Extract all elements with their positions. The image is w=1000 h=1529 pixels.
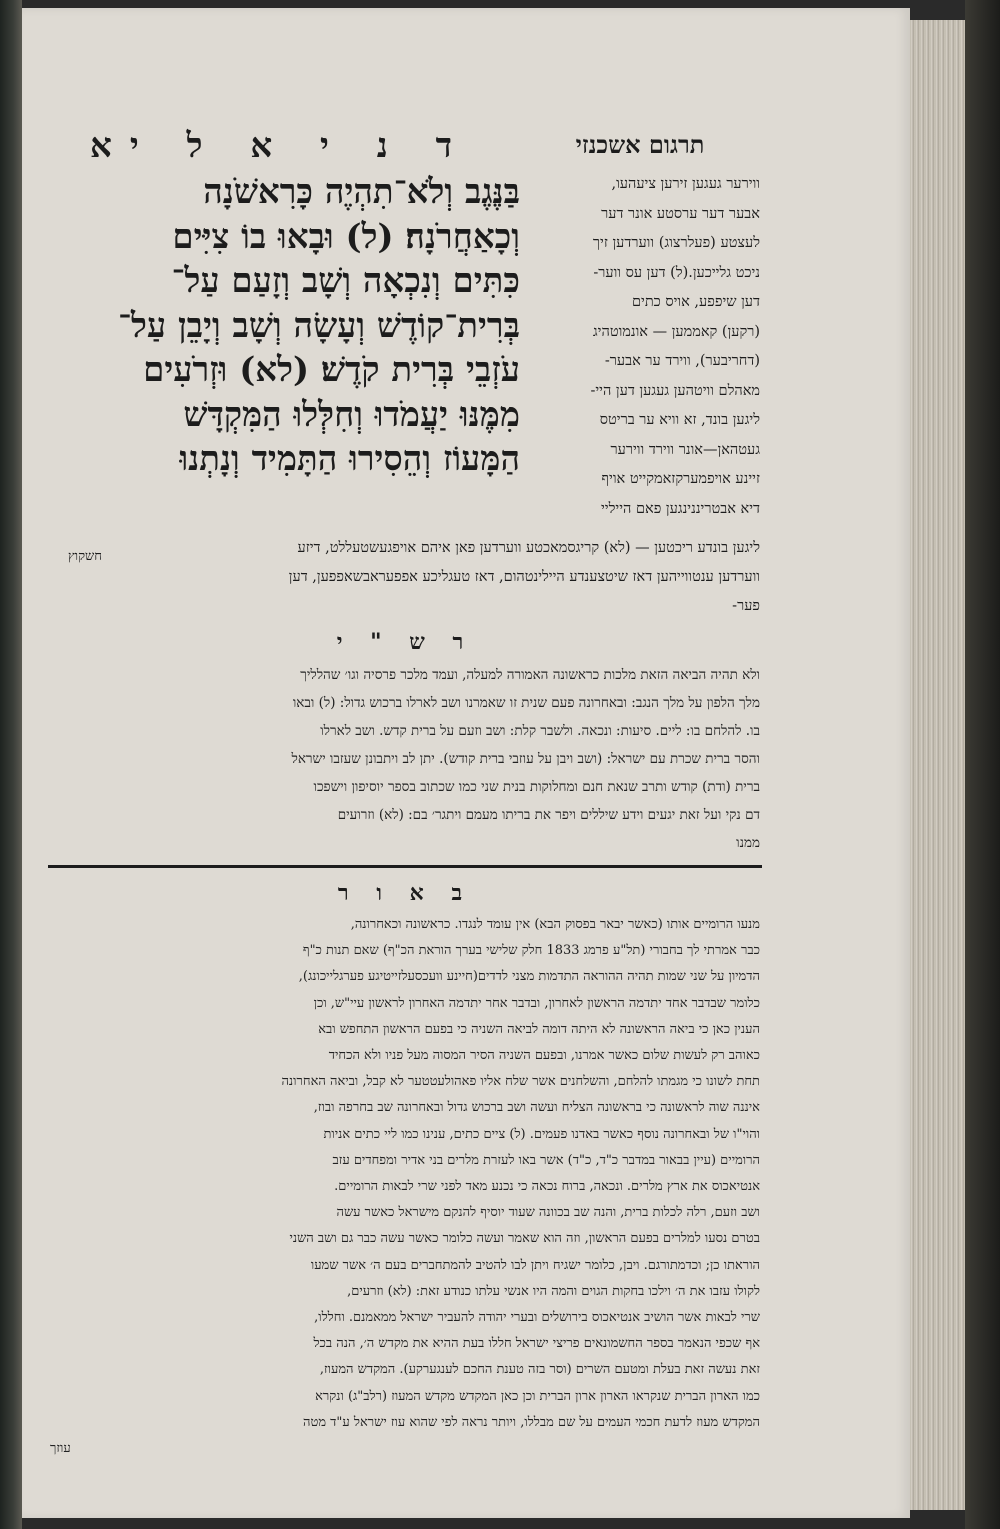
hebrew-verse-line: הַמָּעוֹז וְהֵסִירוּ הַתָּמִיד וְנָתְנוּ [179,439,520,479]
yiddish-line: ליגען בונד, זא וויא ער בריטס [599,412,760,428]
catchword-bottom: עוזך [50,1441,71,1457]
hebrew-scripture-column [50,170,520,482]
page-content [50,126,760,1462]
yiddish-line: מאהלם וויטהען געגען דען היי- [590,382,760,399]
header-book-chapter: ד נ י א ל יא [90,126,470,166]
yiddish-translation-column [520,170,760,524]
rashi-commentary [50,661,760,857]
biur-line: הרומיים (עיין בבאור במדבר כ"ד, כ"ד) אשר באו לעזרת מלרים בני אדיר ומפחדים עזב [332,1152,760,1168]
biur-title: ב א ו ר [337,880,473,906]
biur-line: הענין כאן כי ביאה הראשונה לא היתה דומה לביאה השניה כי בפעם הראשון התחפש ובא [318,1021,760,1037]
continuation-line: ווערדען ענטווייהען דאז שיטצענדע היילינטהום, דאז טעגליכע אפפעראבשאפפען, דען [288,569,760,585]
hebrew-verse-line: כִּתִּים וְנִכְאָה וְשָׁב וְזָעַם עַל־ [171,261,520,301]
yiddish-line: (רקען) קאממען — אונמוטהיג [592,323,760,340]
biur-line: איננה שוה לראשונה כי בראשונה הצליח ועשה ושב ברכוש גדול ובאחרונה שב בחרפה ובוז, [313,1100,760,1116]
book-cover-right [965,0,1000,1529]
biur-line: כאוהב רק לעשות שלום כאשר אמרנו, ובפעם השניה הסיר המסוה מעל פניו ולא הכחיד [328,1048,760,1064]
biur-line: והוי"ו של ובאחרונה נוסף כאשר באדנו פעמים. (ל) ציים כתים, ענינו כמו ליי כתים אניות [323,1126,760,1142]
continuation-line: פער- [732,598,760,614]
hebrew-verse-line: מִמֶּנּוּ יַעֲמֹדוּ וְחִלְּלוּ הַמִּקְדָּשׁ [183,394,520,435]
yiddish-continuation [50,534,760,621]
yiddish-line: (דחריבער), ווירד ער אבער- [604,353,760,369]
yiddish-line: אבער דער ערסטע אונר דער [601,205,760,222]
yiddish-line: דיא אבטריננינגען פאם הייליי [601,500,760,517]
rashi-line: והסר ברית שכרת עם ישראל: (ושב ויבן על עוזבי ברית קודש). יתן לב ויתבונן שעזבו ישראל [291,751,760,767]
page-stack-edge [910,20,965,1510]
book-binding-left [0,0,22,1529]
biur-line: שרי לבאות אשר הושיב אנטיאכוס בירושלים ובערי יהודה להעביר ישראל ממאמנם. וחללו, [314,1310,760,1326]
biur-line: זאת נעשה זאת בעלת ומטעם השרים (וסר בזה טענת החכם לענגערקע). המקדש המעוז, [319,1362,760,1378]
section-divider [48,865,762,868]
rashi-line: ממנו [736,835,760,851]
yiddish-line: לעצטע (פעלרצוג) ווערדען זיך [592,235,760,251]
biur-line: הדמיון על שני שמות תהיה ההוראה התדמות מצני לדדים(חיינע וועכסעלזייטיגע פערגלייכונג), [298,969,760,985]
hebrew-verse-line: וְכָאַחֲרֹנָה׃ (ל) וּבָאוּ בוֹ צִיִּים [172,216,520,257]
yiddish-line: דען שיפפע, אויס כתים [631,294,760,310]
biur-line: מנעו הרומיים אותו (כאשר יבאר בפסוק הבא) אין עומד לנגדו. כראשונה וכאחרונה, [350,917,760,932]
rashi-line: דם נקי ועל זאת יגעים וידע שיללים ויפר את בריתו מעמם ויתגר׳ בם: (לא) וזרועים [337,807,760,823]
rashi-title: ר ש " י [336,629,474,655]
rashi-line: ולא תהיה הביאה הזאת מלכות כראשונה האמורה למעלה, ועמד מלכר פרסיה וגו׳ שהלליך [300,667,760,683]
hebrew-verse-line: בַּנֶּגֶב וְלֹא־תִהְיֶה כָּרִאשֹׁנָה [203,172,520,212]
biur-line: אף שכפי הנאמר בספר החשמונאים פריצי ישראל חללו בעת ההיא את מקדש ה׳, הנה בכל [313,1336,760,1352]
biur-line: כמו הארון הברית שנקראו הארון ארון הברית וכן כאן המקדש מקדש המעוז (רלב"ג) ונקרא [315,1388,760,1404]
hebrew-verse-line: עֹזְבֵי בְּרִית קֹדֶשׁ׃ (לא) וּזְרֹעִים [143,350,520,390]
continuation-line: ליגען בונדע ריכטען — (לא) קריגסמאכטע ווערדען פאן איהם אויפגעשטעללט, דיזע [297,540,760,556]
yiddish-line: ניכט גלייכען.(ל) דען עס ווער- [593,264,760,281]
rashi-line: ברית (ודת) קודש ותרב שנאת חנם ומחלוקות בנית שני כמו שכתוב בספר יוסיפון וישפכו [313,779,760,795]
biur-line: הוראתו כן; וכדמתורגם. ויבן, כלומר ישגיח ויתן לבו להטיב להמתחברים בעם ה׳ אשר שמעו [310,1257,760,1273]
yiddish-line: זיינע אויפמערקזאמקייט אויף [601,471,760,487]
biur-line: בטרם נסעו למלרים בפעם הראשון, וזה הוא שאמר ועשה כלומר כאשר עשה כבר גם ושב השני [289,1231,760,1247]
biur-line: המקדש מעוז לדעת חכמי העמים על שם מבללו, ויותר נראה לפי שהוא עוז ישראל ע"ד מטה [303,1414,760,1430]
biur-line: לקולו עזבו את ה׳ וילכו בחקות הגוים והמה היו אנשי עלתו כנודע זאת: (לא) וזרעים, [347,1283,760,1299]
biur-line: תחת לשונו כי מגמתו להלחם, והשלחנים אשר שלח אליו פאהולעטטער לא קבל, וביאה האחרונה [281,1074,760,1090]
rashi-line: בו. להלחם בו: ליים. סיעות: ונכאה. ולשבר קלת: ושב וזעם על ברית קדש. ושב לארלו [320,723,760,739]
yiddish-line: געטהאן—אונר ווירד ווירער [610,441,760,458]
rashi-line: מלך הלפון על מלך הנגב: ובאחרונה פעם שנית זו שאמרנו ושב לארלו ברכוש גדול: (ל) ובאו [292,695,760,711]
header-targum-title: תרגום אשכנזי [575,130,705,159]
hebrew-verse-line: בְּרִית־קוֹדֶשׁ וְעָשָׂה וְשָׁב וְיָבֵן עַל־ [118,305,520,346]
biur-commentary [50,912,760,1462]
running-header [50,126,760,170]
biur-line: כלומר שבדבר אחד יתדמה הראשון לאחרון, ובדבר אחר יתדמה האחרון לראשון עיי"ש, וכן [313,995,760,1011]
biur-line: אנטיאכוס את ארץ מלרים. ונכאה, ברוח נכאה כי נכנע מאד לפני שרי לבאות הרומיים. [334,1179,760,1195]
biur-line: ושב וזעם, רלה לכלות ברית, והנה שב בכוונה שעוד יוסיף להנקם מישראל כאשר עשה [336,1205,760,1221]
catchword-top: חשקוץ [68,549,102,564]
biur-line: כבר אמרתי לך בחבורי (תל"ע פרמג 1833 חלק שלישי בערך הוראת הכ"ף) שאם תנות כ"ף [302,943,760,959]
yiddish-line: ווירער געגען זירען ציעהעו, [611,176,760,192]
